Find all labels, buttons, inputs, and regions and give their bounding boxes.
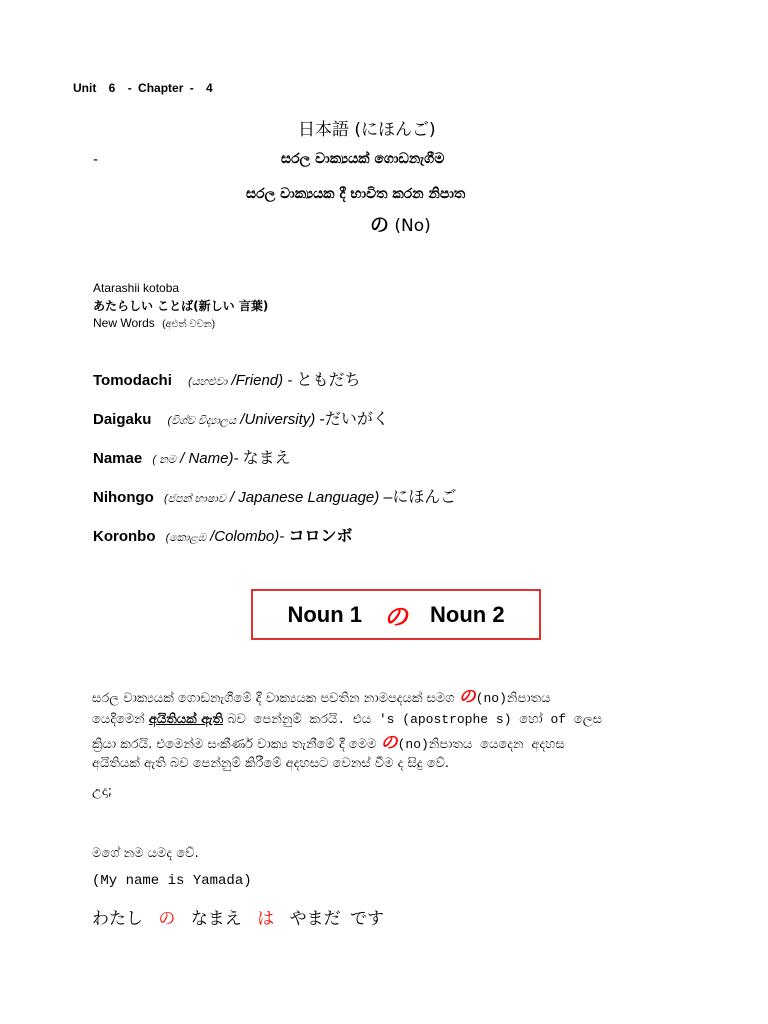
chapter-label: - Chapter - (127, 81, 194, 95)
example-jp-yamada-desu: やまだ です (289, 909, 385, 929)
explanation-line (92, 709, 712, 731)
new-words-japanese: あたらしい ことば(新しい 言葉) (93, 299, 269, 313)
vocab-japanese: -だいがく (319, 411, 389, 428)
vocab-sinhala: (ජපන් භාෂාව (164, 493, 226, 505)
grammar-pattern-box (251, 589, 541, 640)
example-japanese (92, 904, 384, 929)
vocab-item (93, 406, 389, 429)
title-particle-no: の (370, 214, 390, 236)
vocab-item (93, 367, 360, 390)
pattern-noun-1: Noun 1 (287, 601, 362, 627)
pattern-particle: の (384, 604, 408, 631)
example-jp-namae: なまえ (190, 909, 242, 929)
vocab-english: /University) (240, 411, 316, 428)
new-words-sinhala: (අළුත් වචන) (162, 319, 216, 330)
vocab-english: / Japanese Language) (229, 489, 380, 506)
explanation-text: යෙදීමෙන් (92, 712, 145, 727)
vocab-item (93, 445, 291, 468)
vocab-term: Daigaku (93, 411, 152, 428)
explanation-text: ක්‍රියා කරයි. එමෙන්ම සංකීර්ණ වාක්‍ය තැනීමේ දී මෙම (92, 737, 377, 752)
vocab-term: Tomodachi (93, 372, 172, 389)
explanation-particle: の (380, 733, 398, 753)
unit-label: Unit (73, 81, 97, 95)
chapter-number: 4 (206, 81, 213, 95)
vocab-japanese: なまえ (242, 450, 291, 467)
example-label: උදා; (92, 784, 113, 799)
explanation-text: බව පෙන්නුම් කරයි. එය 's (apostrophe s) හෝ of ලෙස (227, 712, 602, 727)
vocab-japanese: –にほんご (383, 489, 457, 506)
example-jp-watashi: わたし (92, 909, 143, 929)
vocab-sinhala: ( නම (152, 454, 176, 466)
example-english: (My name is Yamada) (92, 873, 252, 889)
title-nihongo: 日本語 (298, 120, 349, 140)
unit-number: 6 (108, 81, 116, 95)
title-dash: - (93, 152, 99, 168)
title-particle-reading: (No) (394, 216, 431, 236)
title-nihongo-kana: (にほんご) (354, 120, 436, 140)
vocab-item (93, 523, 352, 546)
new-words-romaji: Atarashii kotoba (93, 281, 180, 295)
explanation-line: අයිතියක් ඇති බව පෙන්නුම් කිරීමේ අදහසට වෙනස් වීම ද සිදු වේ. (92, 756, 450, 771)
explanation-text: (no)නිපාතය යෙදෙන අදහස (397, 737, 565, 752)
example-jp-particle-wa: は (257, 909, 275, 929)
subtitle-line-1: සරල වාක්‍යයක් ගොඩනැගීම (281, 151, 445, 167)
unit-chapter-header (73, 81, 213, 95)
vocab-term: Namae (93, 450, 143, 467)
example-sinhala: මගේ නම යමද වේ. (92, 846, 199, 861)
vocab-term: Nihongo (93, 489, 154, 506)
explanation-particle: の (458, 687, 476, 707)
vocab-sinhala: (කොළඹ (165, 532, 206, 544)
vocab-term: Koronbo (93, 528, 156, 545)
vocab-sinhala: (යහළුවා (188, 376, 228, 388)
vocab-japanese: ともだち (296, 372, 361, 389)
explanation-underlined: අයිතියක් ඇති (148, 712, 224, 727)
example-jp-particle-no: の (158, 909, 176, 929)
vocab-item (93, 484, 456, 507)
subtitle-line-2: සරල වාක්‍යයක දී භාවිත කරන නිපාත (246, 186, 466, 202)
title-particle (370, 210, 431, 237)
new-words-english-label: New Words (93, 316, 155, 330)
vocab-english: /Colombo)- (210, 528, 285, 545)
pattern-noun-2: Noun 2 (430, 601, 505, 627)
explanation-text: සරල වාක්‍යයක් ගොඩනැගීමේ දී වාක්‍යයක පවතින නාමපදයක් සමග (92, 691, 455, 706)
vocab-sinhala: (විශ්ව විද්‍යාලය (167, 415, 237, 427)
new-words-english (93, 316, 215, 330)
explanation-text: (no)නිපාතය (475, 691, 551, 706)
vocab-english: /Friend) - (231, 372, 293, 389)
page-title (298, 115, 436, 140)
vocab-english: / Name)- (180, 450, 239, 467)
explanation-line (92, 686, 712, 710)
vocab-japanese: コロンボ (288, 528, 353, 545)
